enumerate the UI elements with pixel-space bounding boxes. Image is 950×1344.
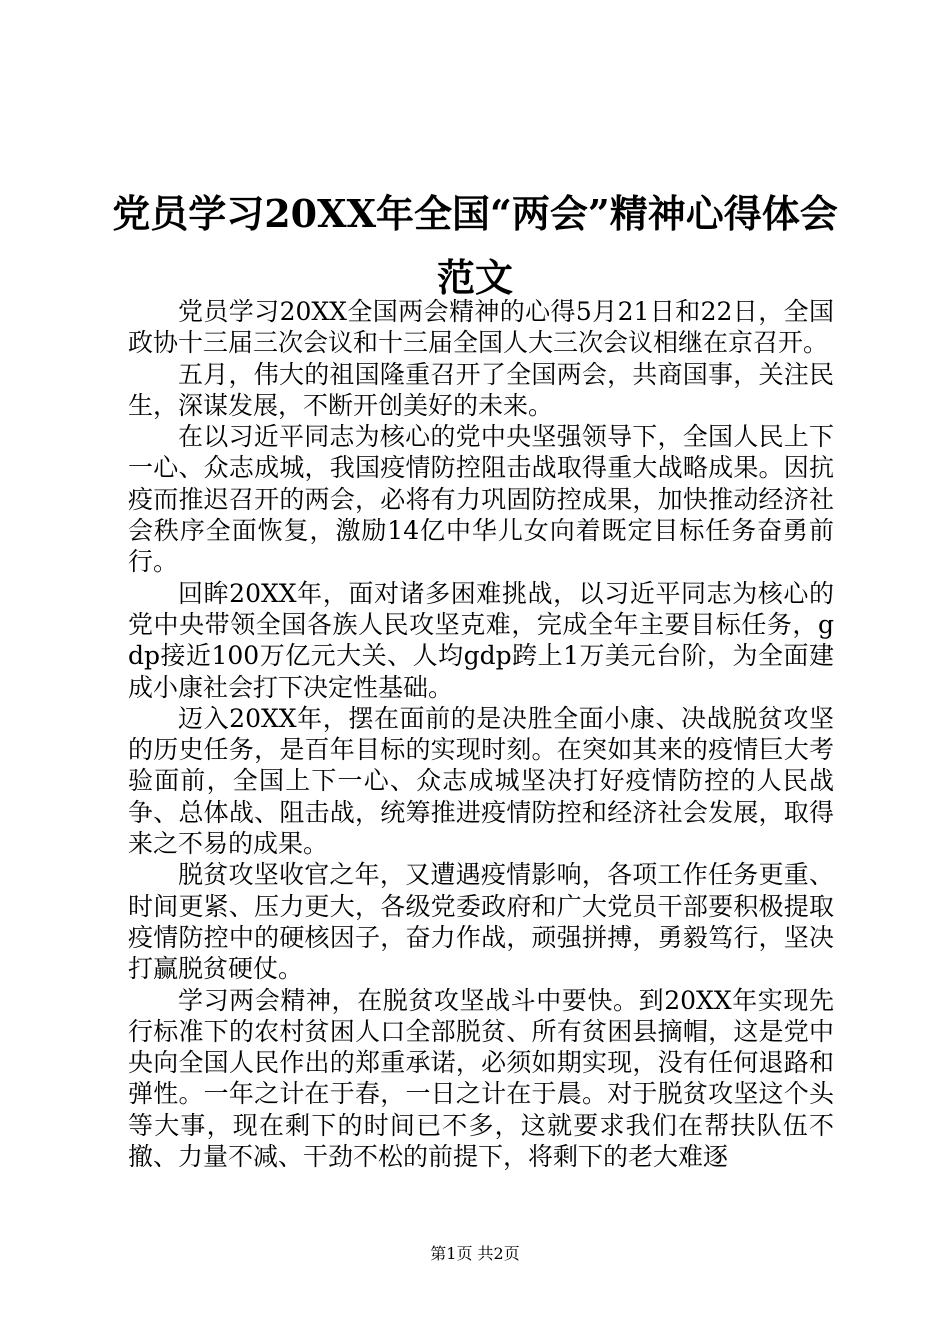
paragraph: 五月，伟大的祖国隆重召开了全国两会，共商国事，关注民生，深谋发展，不断开创美好的未来。 [128, 359, 834, 420]
paragraph: 党员学习20XX全国两会精神的心得5月21日和22日，全国政协十三届三次会议和十三届全国人大三次会议相继在京召开。 [128, 297, 834, 358]
paragraph: 脱贫攻坚收官之年，又遭遇疫情影响，各项工作任务更重、时间更紧、压力更大，各级党委政府和广大党员干部要积极提取疫情防控中的硬核因子，奋力作战，顽强拼搏，勇毅笃行，坚决打赢脱贫硬仗。 [128, 860, 834, 984]
paragraph: 迈入20XX年，摆在面前的是决胜全面小康、决战脱贫攻坚的历史任务，是百年目标的实现时刻。在突如其来的疫情巨大考验面前，全国上下一心、众志成城坚决打好疫情防控的人民战争、总体战、阻击战，统筹推进疫情防控和经济社会发展，取得来之不易的成果。 [128, 703, 834, 859]
document-title: 党员学习20XX年全国“两会”精神心得体会范文 [112, 191, 838, 300]
paragraph: 在以习近平同志为核心的党中央坚强领导下，全国人民上下一心、众志成城，我国疫情防控阻击战取得重大战略成果。因抗疫而推迟召开的两会，必将有力巩固防控成果，加快推动经济社会秩序全面恢复，激励14亿中华儿女向着既定目标任务奋勇前行。 [128, 422, 834, 577]
document-body [128, 296, 834, 1172]
paragraph: 学习两会精神，在脱贫攻坚战斗中要快。到20XX年实现先行标准下的农村贫困人口全部脱贫、所有贫困县摘帽，这是党中央向全国人民作出的郑重承诺，必须如期实现，没有任何退路和弹性。一年之计在于春，一日之计在于晨。对于脱贫攻坚这个头等大事，现在剩下的时间已不多，这就要求我们在帮扶队伍不撤、力量不减、干劲不松的前提下，将剩下的老大难逐 [128, 985, 834, 1172]
paragraph: 回眸20XX年，面对诸多困难挑战，以习近平同志为核心的党中央带领全国各族人民攻坚克难，完成全年主要目标任务，gdp接近100万亿元大关、人均gdp跨上1万美元台阶，为全面建成小康社会打下决定性基础。 [128, 578, 834, 702]
page-footer: 第1页 共2页 [430, 1244, 520, 1263]
